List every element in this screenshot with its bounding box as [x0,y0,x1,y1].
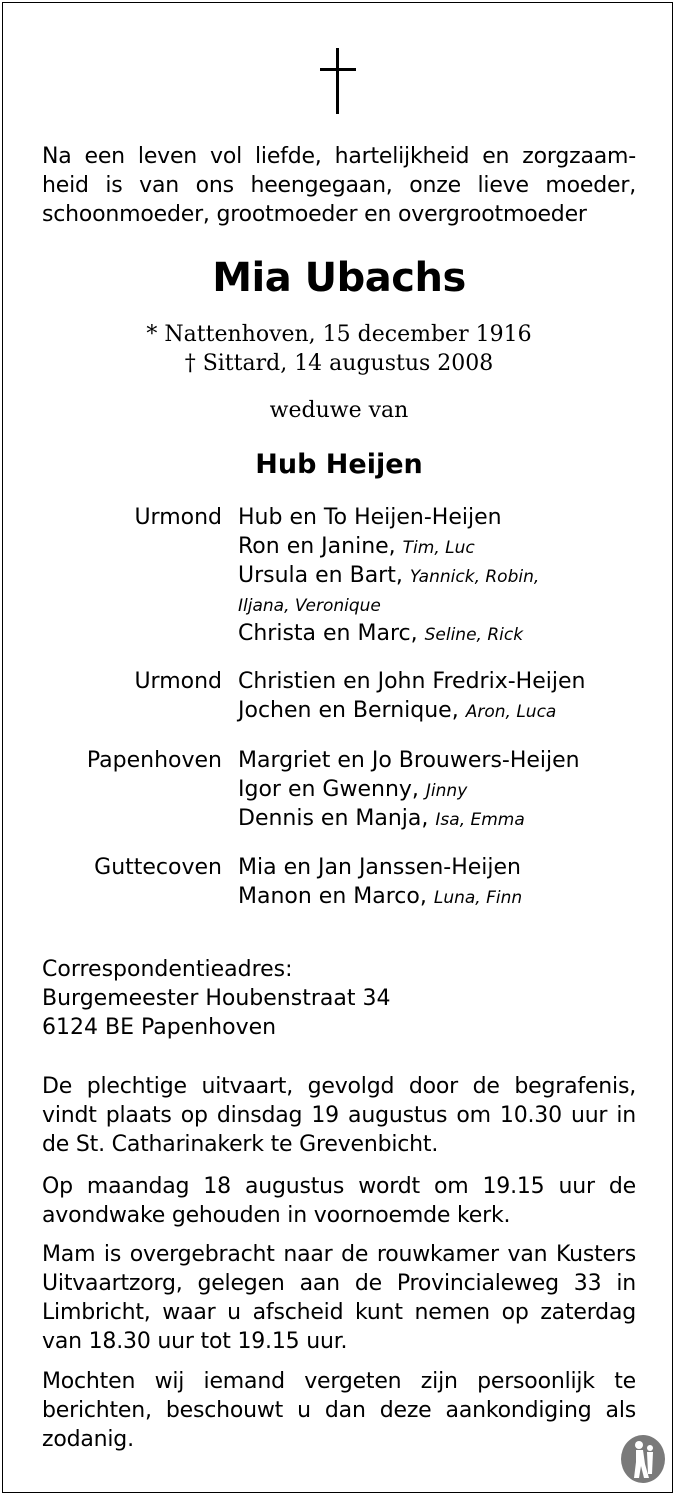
family-place: Papenhoven [86,748,222,773]
memorial-logo-icon [619,1434,667,1484]
family-place: Urmond [134,505,222,530]
family-member: Igor en Gwenny, [238,777,419,802]
grandchildren: Jinny [425,781,468,801]
cross-icon [320,48,356,114]
family-member: Christa en Marc, [238,621,418,646]
text-line: zodanig. [42,1427,134,1452]
birth-line: * Nattenhoven, 15 december 1916 [146,322,532,347]
text-line: van 18.30 uur tot 19.15 uur. [42,1329,348,1354]
family-member: Ron en Janine, [238,534,396,559]
grandchildren: Isa, Emma [435,810,525,830]
deceased-name: Mia Ubachs [212,255,466,301]
family-member: Dennis en Manja, [238,806,429,831]
address-label: Correspondentieadres: [42,957,293,982]
intro-line: heid is van ons heengegaan, onze lieve moeder, [42,173,636,198]
family-member: Margriet en Jo Brouwers-Heijen [238,748,580,773]
intro-line: Na een leven vol liefde, hartelijkheid en zorgzaam- [42,144,636,169]
intro-line: schoonmoeder, grootmoeder en overgrootmoeder [42,202,587,227]
grandchildren: Tim, Luc [402,538,475,558]
death-line: † Sittard, 14 augustus 2008 [184,351,494,376]
family-place: Urmond [134,669,222,694]
text-line: De plechtige uitvaart, gevolgd door de begrafenis, [42,1074,636,1099]
family-group [0,503,678,648]
text-line: Mam is overgebracht naar de rouwkamer van Kusters [42,1242,636,1267]
text-line: Uitvaartzorg, gelegen aan de Provincialeweg 33 in [42,1271,636,1296]
husband-name: Hub Heijen [255,449,423,480]
grandchildren: Luna, Finn [433,888,523,908]
family-member: Ursula en Bart, [238,563,403,588]
family-group [0,746,678,833]
family-member: Hub en To Heijen-Heijen [238,505,502,530]
correspondence-address [42,955,390,1042]
viewing-paragraph [42,1240,636,1356]
family-member: Christien en John Fredrix-Heijen [238,669,586,694]
family-member: Manon en Marco, [238,884,427,909]
text-line: vindt plaats op dinsdag 19 augustus om 10.30 uur in [42,1103,636,1128]
address-city: 6124 BE Papenhoven [42,1015,277,1040]
family-place: Guttecoven [94,855,222,880]
grandchildren: Aron, Luca [465,702,557,722]
grandchildren: Iljana, Veronique [238,596,381,616]
life-dates [0,320,678,378]
text-line: Mochten wij iemand vergeten zijn persoonlijk te [42,1369,636,1394]
text-line: avondwake gehouden in voornoemde kerk. [42,1203,511,1228]
grandchildren: Seline, Rick [424,625,524,645]
intro-paragraph [42,142,636,229]
family-group [0,667,678,725]
text-line: Op maandag 18 augustus wordt om 19.15 uur de [42,1174,636,1199]
closing-paragraph [42,1367,636,1454]
text-line: de St. Catharinakerk te Grevenbicht. [42,1132,439,1157]
text-line: Limbricht, waar u afscheid kunt nemen op zaterdag [42,1300,636,1325]
family-group [0,853,678,911]
wake-paragraph [42,1172,636,1230]
text-line: berichten, beschouwt u dan deze aankondiging als [42,1398,636,1423]
funeral-paragraph [42,1072,636,1159]
grandchildren: Yannick, Robin, [409,567,540,587]
family-member: Jochen en Bernique, [238,698,459,723]
address-street: Burgemeester Houbenstraat 34 [42,986,391,1011]
widow-of-label: weduwe van [269,398,409,423]
family-member: Mia en Jan Janssen-Heijen [238,855,521,880]
